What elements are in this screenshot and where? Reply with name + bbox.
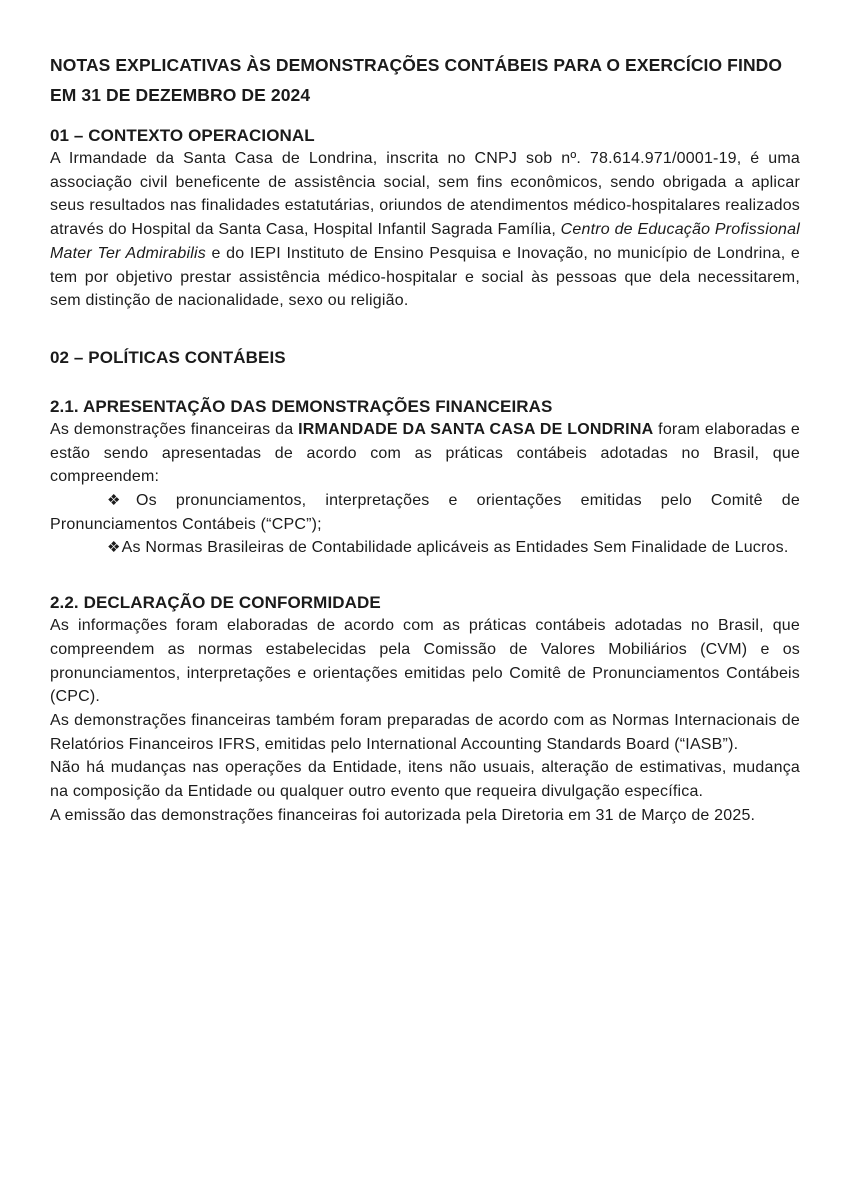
paragraph-declaracao-emissao: A emissão das demonstrações financeiras foi autorizada pela Diretoria em 31 de Março de 2025. (50, 806, 756, 824)
paragraph-text: A Irmandade da Santa Casa de Londrina, inscrita no CNPJ sob nº. 78.614.971/0001-19, é uma associação civil beneficente de assistência social, sem fins econômicos, sendo obrigada a aplicar seus resultados nas finalidades estatutárias, oriundos de atendimentos médico-hospitalares realizados através do Hospital da Santa Casa, Hospital Infantil Sagrada Família, (50, 150, 800, 239)
italic-institution-name: Centro de Educação Profissional Mater Ter Admirabilis (50, 221, 800, 262)
section-heading-politicas-contabeis: 02 – POLÍTICAS CONTÁBEIS (50, 347, 286, 367)
subsection-heading-declaracao-conformidade: 2.2. DECLARAÇÃO DE CONFORMIDADE (50, 593, 381, 613)
paragraph-text: foram elaboradas e estão sendo apresentadas de acordo com as práticas contábeis adotadas no Brasil, que compreendem: (50, 420, 801, 486)
paragraph-declaracao-ifrs-iasb: As demonstrações financeiras também foram preparadas de acordo com as Normas Internacionais de Relatórios Financeiros IFRS, emitidas pelo International Accounting Standards Board (“IASB”). (50, 711, 800, 753)
bullet-text: As Normas Brasileiras de Contabilidade aplicáveis as Entidades Sem Finalidade de Lucros. (121, 539, 789, 557)
diamond-bullet-icon: ❖ (107, 539, 121, 557)
bold-entity-name: IRMANDADE DA SANTA CASA DE LONDRINA (298, 420, 654, 438)
paragraph-text: As demonstrações financeiras da (50, 420, 299, 438)
page-title: NOTAS EXPLICATIVAS ÀS DEMONSTRAÇÕES CONTÁBEIS PARA O EXERCÍCIO FINDO EM 31 DE DEZEMBRO DE 2024 (50, 55, 783, 105)
paragraph-declaracao-mudancas: Não há mudanças nas operações da Entidade, itens não usuais, alteração de estimativas, mudança na composição da Entidade ou qualquer outro evento que requeira divulgação específica. (50, 759, 800, 801)
paragraph-text: e do IEPI Instituto de Ensino Pesquisa e Inovação, no município de Londrina, e tem por objetivo prestar assistência médico-hospitalar e social às pessoas que dela necessitarem, sem distinção de nacionalidade, sexo ou religião. (50, 244, 800, 310)
paragraph-declaracao-cvm-cpc: As informações foram elaboradas de acordo com as práticas contábeis adotadas no Brasil, que compreendem as normas estabelecidas pela Comissão de Valores Mobiliários (CVM) e os pronunciamentos, interpretações e orientações emitidas pelo Comitê de Pronunciamentos Contábeis (CPC). (50, 617, 800, 706)
section-heading-contexto-operacional: 01 – CONTEXTO OPERACIONAL (50, 126, 315, 145)
bullet-text: Os pronunciamentos, interpretações e orientações emitidas pelo Comitê de Pronunciamentos Contábeis (“CPC”); (50, 492, 800, 533)
bullet-item-normas-brasileiras (50, 536, 800, 560)
paragraph-contexto-operacional (50, 147, 800, 313)
subsection-heading-apresentacao: 2.1. APRESENTAÇÃO DAS DEMONSTRAÇÕES FINANCEIRAS (50, 396, 553, 416)
diamond-bullet-icon: ❖ (107, 492, 136, 510)
paragraph-apresentacao (50, 418, 800, 489)
bullet-item-cpc (50, 489, 800, 536)
document-content (50, 50, 800, 827)
